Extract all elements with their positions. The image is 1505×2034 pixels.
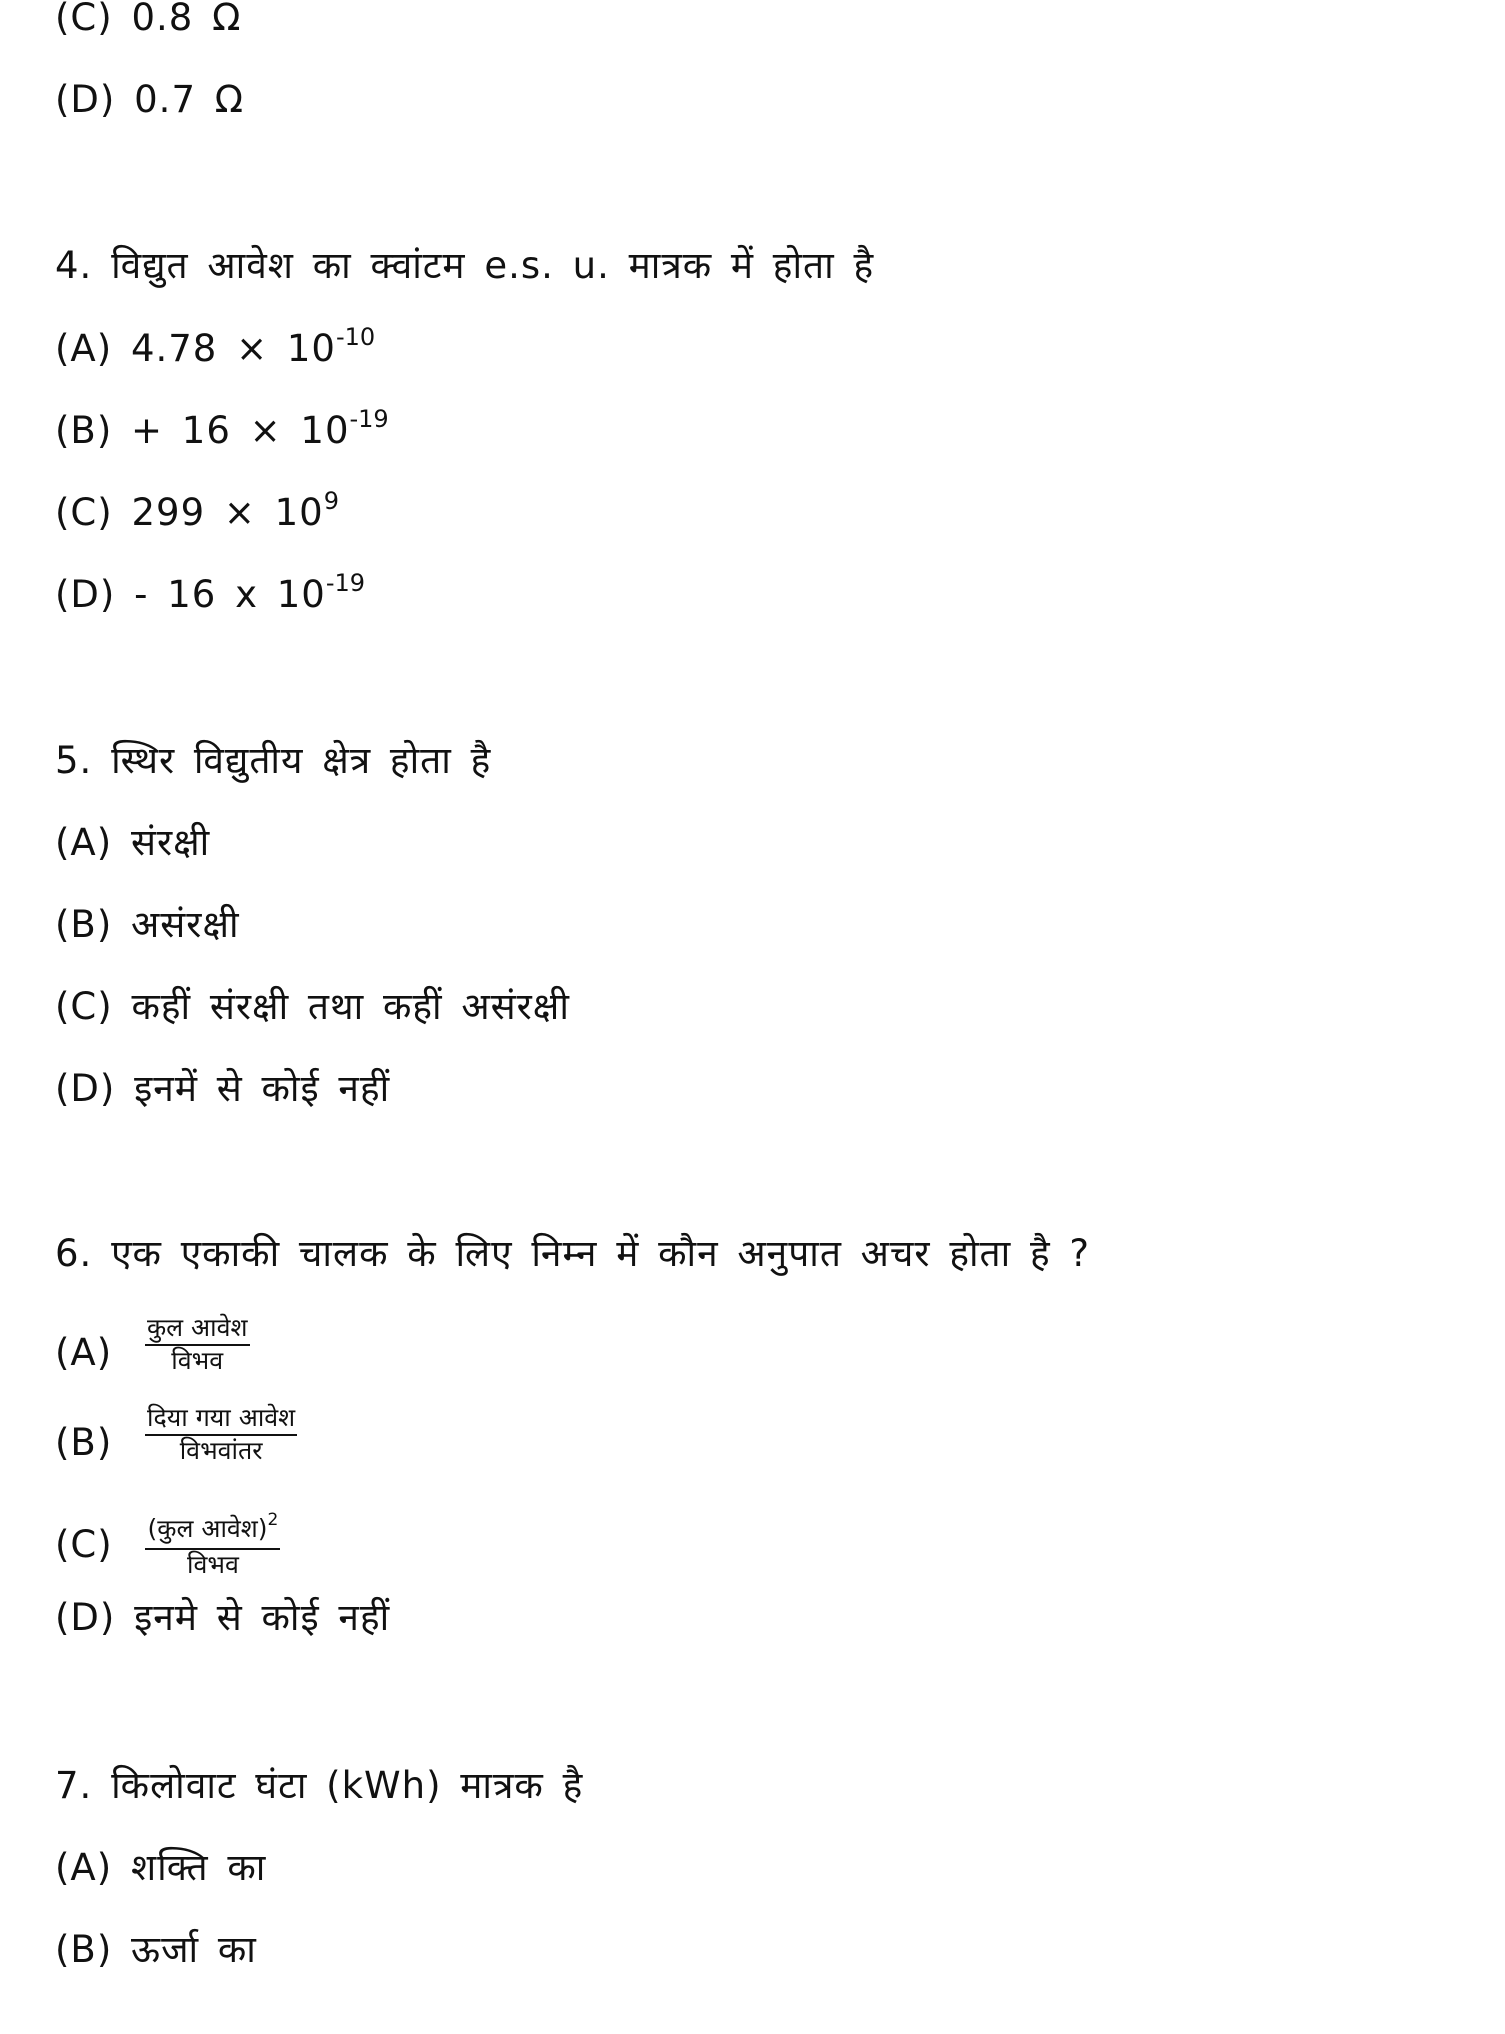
exponent: 9 <box>323 487 339 515</box>
option-c: (C) $\frac{(कुल आवेश)^2}{\text{विभव}}$ <box>55 1510 279 1579</box>
fraction <box>145 1402 297 1466</box>
option-a: (A) $\frac{\text{कुल आवेश}}{\text{विभव}}$ <box>55 1313 248 1375</box>
exponent: -10 <box>335 323 376 351</box>
question-5 <box>55 737 491 785</box>
question-text: विद्युत आवेश का क्वांटम e.s. u. मात्रक में होता है <box>111 244 875 287</box>
fraction <box>145 1312 250 1376</box>
option-d: (D) इनमें से कोई नहीं <box>55 1067 391 1110</box>
option-a: (A) शक्ति का <box>55 1846 267 1889</box>
question-number: 6. <box>55 1232 93 1275</box>
option-a: (A) $4.78 \times 10^{-10}$ <box>55 323 376 370</box>
option-d: (D) इनमे से कोई नहीं <box>55 1596 391 1639</box>
question-text: एक एकाकी चालक के लिए निम्न में कौन अनुपात अचर होता है ? <box>111 1232 1091 1275</box>
exponent: -19 <box>325 569 366 597</box>
fraction-numerator: (कुल आवेश)$^2$ <box>147 1510 279 1543</box>
option-b: $(B) + 16 \times 10^{-19}$ <box>55 405 389 452</box>
exponent: 2 <box>267 1510 279 1530</box>
option-a: (A) संरक्षी <box>55 821 211 864</box>
question-4 <box>55 242 874 290</box>
fraction-denominator: विभव <box>171 1346 224 1375</box>
option-c: (C) 0.8 Ω <box>55 0 242 39</box>
option-b: (B) ऊर्जा का <box>55 1928 257 1971</box>
option-c: (C) $299 \times 10^9$ <box>55 487 339 534</box>
question-text: किलोवाट घंटा (kWh) मात्रक है <box>111 1764 584 1807</box>
question-number: 4. <box>55 244 93 287</box>
option-b: (B) असंरक्षी <box>55 903 240 946</box>
option-d: (D) - 16 x $10^{-19}$ <box>55 569 366 616</box>
question-number: 5. <box>55 739 93 782</box>
fraction <box>145 1510 280 1580</box>
fraction-denominator: विभवांतर <box>179 1436 263 1465</box>
question-6 <box>55 1230 1090 1278</box>
question-text: स्थिर विद्युतीय क्षेत्र होता है <box>111 739 492 782</box>
fraction-denominator: विभव <box>187 1550 239 1579</box>
fraction-numerator: दिया गया आवेश <box>147 1403 296 1432</box>
question-7 <box>55 1762 583 1810</box>
question-number: 7. <box>55 1764 93 1807</box>
fraction-numerator: कुल आवेश <box>146 1313 248 1342</box>
option-b: (B) $\frac{\text{दिया गया आवेश}}{\text{विभवांतर}}$ <box>55 1403 296 1465</box>
exponent: -19 <box>349 405 389 433</box>
option-d: (D) 0.7 Ω <box>55 78 245 121</box>
option-c: (C) कहीं संरक्षी तथा कहीं असंरक्षी <box>55 985 570 1028</box>
